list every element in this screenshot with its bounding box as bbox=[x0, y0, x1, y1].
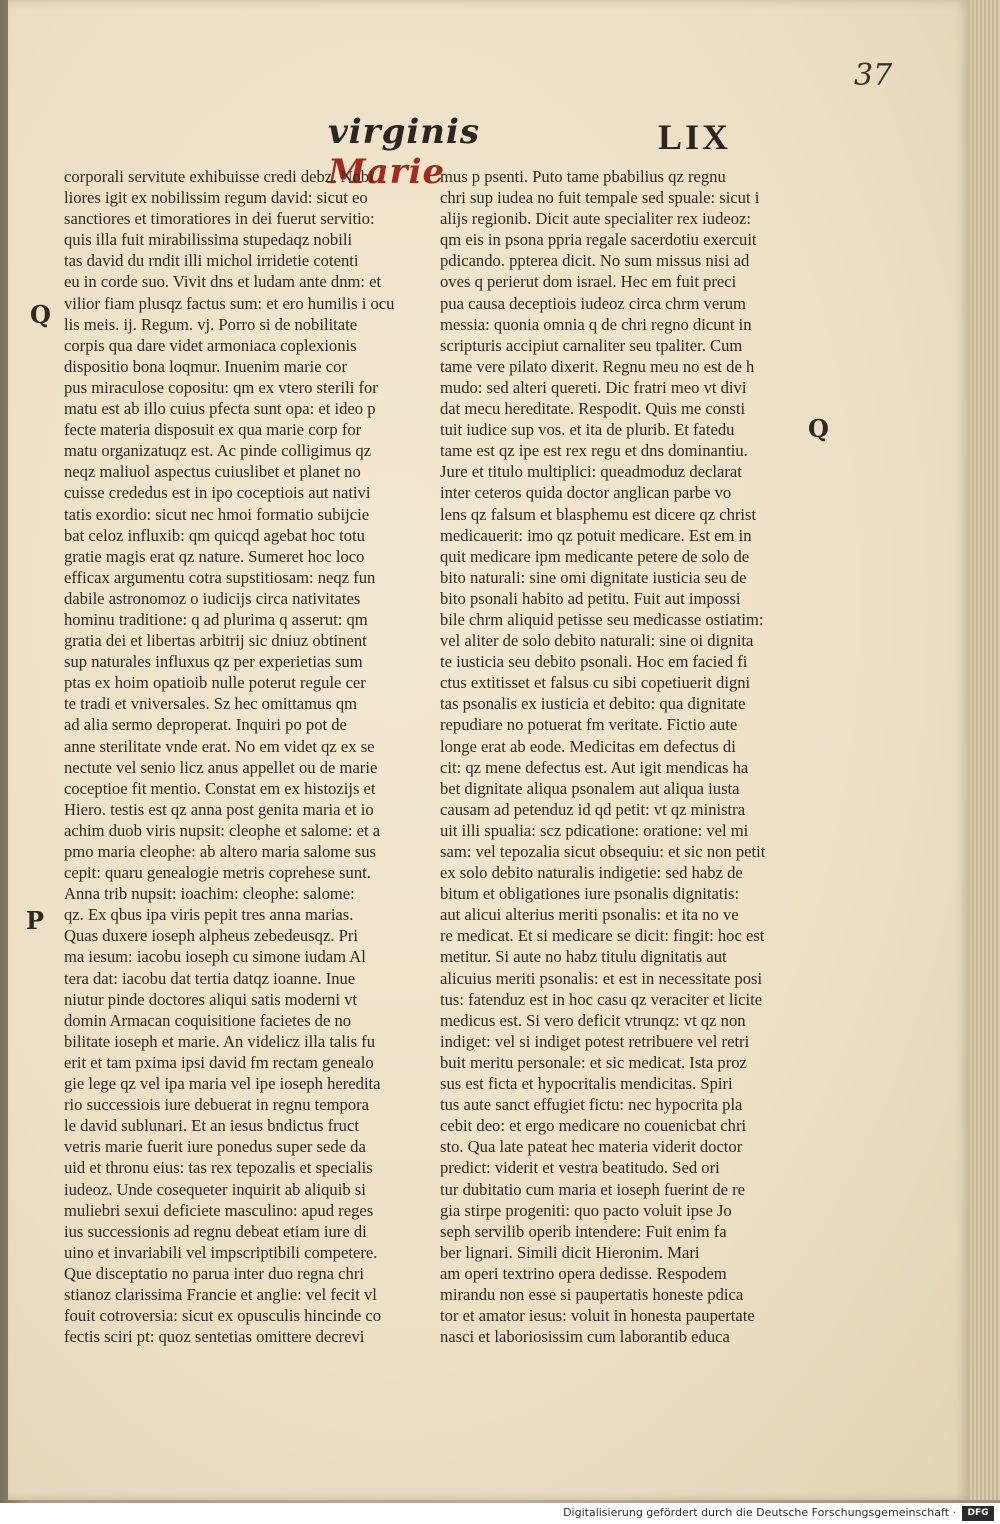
text-line: eu in corde suo. Vivit dns et ludam ante dnm: et bbox=[64, 272, 382, 292]
text-line: sto. Qua late pateat hec materia viderit doctor bbox=[440, 1137, 743, 1157]
text-line: efficax argumentu cotra supstitiosam: neqz fun bbox=[64, 567, 376, 587]
text-line: tuit iudice sup vos. et ita de plurib. Et fatedu bbox=[440, 420, 735, 440]
text-line: chri sup iudea no fuit tempale sed spuale: sicut i bbox=[440, 188, 760, 208]
text-line: tame vere pilato dixerit. Regnu meu no est de h bbox=[440, 356, 755, 376]
text-line: tera dat: iacobu dat tertia datqz ioanne. Inue bbox=[64, 968, 356, 988]
text-line: tus: fatenduz est in hoc casu qz veraciter et licite bbox=[440, 989, 763, 1009]
text-line: neqz maliuol aspectus cuiuslibet et planet no bbox=[64, 462, 361, 482]
text-line: tas psonalis ex iusticia et debito: qua dignitate bbox=[440, 694, 746, 714]
text-line: liores igit ex nobilissim regum david: sicut eo bbox=[64, 188, 368, 208]
text-line: pdicando. ppterea dicit. No sum missus nisi ad bbox=[440, 251, 750, 271]
text-line: ad alia sermo deproperat. Inquiri po pot de bbox=[64, 715, 347, 735]
text-line: sup naturales influxus qz per experietias sum bbox=[64, 652, 363, 672]
text-line: Hiero. testis est qz anna post genita maria et io bbox=[64, 799, 374, 819]
text-line: alicuius meriti psonalis: et est in necessitate posi bbox=[440, 968, 763, 988]
text-line: gratie magis erat qz nature. Sumeret hoc loco bbox=[64, 546, 365, 566]
text-line: repudiare no potuerat fm veritate. Fictio aute bbox=[440, 715, 738, 735]
text-line: bat celoz influxib: qm quicqd agebat hoc totu bbox=[64, 525, 365, 545]
text-line: ma iesum: iacobu ioseph cu simone iudam Al bbox=[64, 947, 366, 967]
text-line: corpis qua dare videt armoniaca coplexionis bbox=[64, 335, 357, 355]
text-line: seph servilib operib intendere: Fuit enim fa bbox=[440, 1221, 727, 1241]
text-line: achim duob viris nupsit: cleophe et salome: et a bbox=[64, 820, 381, 840]
text-line: vetris marie fuerit iure ponedus super sede da bbox=[64, 1137, 366, 1157]
text-line: hominu traditione: q ad plurima q asserut: qm bbox=[64, 609, 368, 629]
text-line: longe erat ab eode. Medicitas em defectus di bbox=[440, 736, 736, 756]
text-line: stianoz clarissima Francie et anglie: vel fecit vl bbox=[64, 1284, 377, 1304]
text-line: pmo maria cleophe: ab altero maria salome sus bbox=[64, 842, 376, 861]
text-line: inter ceteros quida doctor anglican parbe vo bbox=[440, 483, 732, 503]
marginal-letter-p-left: P bbox=[26, 906, 45, 935]
text-line: tame est qz ipe est rex regu et dns dominantiu. bbox=[440, 441, 748, 461]
text-line: am operi textrino opera dedisse. Respodem bbox=[440, 1263, 727, 1283]
text-line: uit illi spualia: scz pdicatione: oratione: vel mi bbox=[440, 820, 749, 840]
text-line: niutur pinde doctores aliqui satis moderni vt bbox=[64, 989, 358, 1009]
text-line: qz. Ex qbus ipa viris pepit tres anna marias. bbox=[64, 905, 354, 925]
running-head-word2: Marie bbox=[328, 152, 446, 192]
text-line: fectis sciri pt: quoz sentetias omittere decrevi bbox=[64, 1327, 365, 1347]
text-line: ius successionis ad regnu debeat etiam iure di bbox=[64, 1221, 367, 1241]
text-line: Anna trib nupsit: ioachim: cleophe: salome: bbox=[64, 884, 355, 904]
text-line: fouit cotroversia: sicut ex opusculis hincinde co bbox=[64, 1306, 382, 1326]
text-line: cit: qz mene defectus est. Aut igit mendicas ha bbox=[440, 757, 749, 777]
page-edge bbox=[970, 0, 1000, 1500]
book-page bbox=[8, 0, 970, 1500]
text-line: vel aliter de solo debito naturali: sine oi dignita bbox=[440, 631, 754, 651]
text-line: gie lege qz vel ipa maria vel ipe ioseph heredita bbox=[64, 1074, 381, 1094]
text-line: ctus extitisset et falsus cu sibi copetiuerit digni bbox=[440, 673, 751, 693]
text-line: ber lignari. Simili dicit Hieronim. Mari bbox=[440, 1242, 700, 1262]
text-line: dabile astronomoz o iudicijs circa nativitates bbox=[64, 588, 361, 608]
dfg-logo: DFG bbox=[962, 1506, 994, 1521]
text-line: dispositio bona loqmur. Inuenim marie cor bbox=[64, 356, 347, 376]
running-head bbox=[328, 112, 578, 192]
text-line: pus miraculose copositu: qm ex vtero sterili for bbox=[64, 377, 378, 397]
text-line: pua causa deceptiois iudeoz circa chrm verum bbox=[440, 293, 746, 313]
text-line: matu est ab illo cuius pfecta sunt opa: et ideo p bbox=[64, 399, 376, 419]
text-line: ex solo debito naturalis indigetie: sed habz de bbox=[440, 863, 743, 883]
text-line: messia: quonia omnia q de chri regno dicunt in bbox=[440, 314, 752, 334]
digitization-footer bbox=[0, 1503, 1000, 1524]
text-line: corporali servitute exhibuisse credi debz. Nobi bbox=[64, 167, 374, 186]
text-line: tatis exordio: sicut nec hmoi formatio subijcie bbox=[64, 504, 370, 524]
text-line: ptas ex hoim opatioib nulle poterut regule cer bbox=[64, 673, 366, 693]
text-line: anne sterilitate vnde erat. No em videt qz ex se bbox=[64, 736, 375, 756]
text-line: erit et tam pxima ipsi david fm rectam genealo bbox=[64, 1052, 374, 1072]
text-line: cuisse crededus est in ipo coceptiois aut nativi bbox=[64, 483, 371, 503]
text-line: tas david du rndit illi michol irridetie cotenti bbox=[64, 251, 359, 271]
text-line: bito naturali: sine omi dignitate iusticia seu de bbox=[440, 567, 747, 587]
text-line: rio successiois iure debuerat in regnu tempora bbox=[64, 1095, 370, 1115]
folio-number: 37 bbox=[854, 58, 893, 93]
text-line: nasci et laboriosissim cum laborantib educa bbox=[440, 1327, 730, 1347]
text-line: tur dubitatio cum maria et ioseph fuerint de re bbox=[440, 1179, 746, 1199]
text-line: Jure et titulo multiplici: queadmoduz declarat bbox=[440, 462, 742, 482]
footer-credit: Digitalisierung gefördert durch die Deutsche Forschungsgemeinschaft · bbox=[563, 1506, 956, 1519]
text-line: medicus est. Si vero deficit vtrunqz: vt qz non bbox=[440, 1010, 746, 1030]
text-line: oves q perierut dom israel. Hec em fuit preci bbox=[440, 272, 737, 292]
text-line: nectute vel senio licz anus appellet ou de marie bbox=[64, 757, 378, 777]
text-line: uino et invariabili vel impscriptibili competere. bbox=[64, 1242, 378, 1262]
text-line: re medicat. Et si medicare se dicit: fingit: hoc est bbox=[440, 926, 765, 946]
right-text-column bbox=[440, 166, 788, 1347]
text-line: lis meis. ij. Regum. vj. Porro si de nobilitate bbox=[64, 314, 358, 334]
text-line: domin Armacan coquisitione facietes de no bbox=[64, 1010, 352, 1030]
text-line: scripturis accipiut carnaliter seu tpaliter. Cum bbox=[440, 335, 743, 355]
text-line: muliebri sexui deficiete masculino: apud reges bbox=[64, 1200, 374, 1220]
text-line: qm eis in psona ppria regale sacerdotiu exercuit bbox=[440, 230, 757, 250]
text-line: iudeoz. Unde cosequeter inquirit ab aliquib si bbox=[64, 1179, 366, 1199]
running-head-word1: virginis bbox=[328, 112, 481, 152]
marginal-letter-q-left: Q bbox=[30, 300, 51, 329]
text-line: causam ad petenduz id qd petit: vt qz ministra bbox=[440, 799, 746, 819]
text-line: quis illa fuit mirabilissima stupedaqz nobili bbox=[64, 230, 353, 250]
text-line: Que disceptatio no parua inter duo regna chri bbox=[64, 1263, 364, 1283]
text-line: matu organizatuqz est. Ac pinde colligimus qz bbox=[64, 441, 372, 461]
text-line: te tradi et vniversales. Sz hec omittamus qm bbox=[64, 694, 358, 714]
text-line: bet dignitate aliqua psonalem aut aliqua iusta bbox=[440, 778, 740, 798]
text-line: fecte materia disposuit ex qua marie corp for bbox=[64, 420, 362, 440]
text-line: te iusticia seu debito psonali. Hoc em facied fi bbox=[440, 652, 748, 672]
leaf-numeral: LIX bbox=[658, 117, 732, 157]
text-line: tor et amator iesus: voluit in honesta paupertate bbox=[440, 1306, 755, 1326]
text-line: lens qz falsum et blasphemu est dicere qz christ bbox=[440, 504, 757, 524]
text-line: Quas duxere ioseph alpheus zebedeusqz. Pri bbox=[64, 926, 358, 946]
text-line: medicauerit: imo qz potuit medicare. Est em in bbox=[440, 525, 752, 545]
text-line: bito psonali habito ad petitu. Fuit aut impossi bbox=[440, 588, 741, 608]
text-line: tus aute sanct effugiet fictu: nec hypocrita pla bbox=[440, 1095, 743, 1115]
text-line: mirandu non esse si paupertatis honeste pdica bbox=[440, 1284, 744, 1304]
text-line: metitur. Si aute no habz titulu dignitatis aut bbox=[440, 947, 727, 967]
text-line: sanctiores et timoratiores in dei fuerut servitio: bbox=[64, 209, 375, 229]
text-line: coceptioe fit mentio. Constat em ex histozijs et bbox=[64, 778, 376, 798]
text-line: gratia dei et libertas arbitrij sic dniuz obtinent bbox=[64, 631, 367, 651]
text-line: cepit: quaru genealogie metris coprehese sunt. bbox=[64, 863, 371, 883]
text-line: alijs regionib. Dicit aute specialiter rex iudeoz: bbox=[440, 209, 752, 229]
text-line: predict: viderit et vestra beatitudo. Sed ori bbox=[440, 1158, 720, 1178]
text-line: vilior fiam plusqz factus sum: et ero humilis i ocu bbox=[64, 293, 395, 313]
text-line: aut alicui alterius meriti psonalis: et ita no ve bbox=[440, 905, 739, 925]
text-line: bitum et obligationes iure psonalis dignitatis: bbox=[440, 884, 740, 904]
text-line: bile chrm aliquid petisse seu medicasse ostiatim: bbox=[440, 609, 764, 629]
text-line: cebit deo: et ergo medicare no couenicbat chri bbox=[440, 1116, 747, 1136]
text-line: quit medicare ipm medicante petere de solo de bbox=[440, 546, 750, 566]
text-line: bilitate ioseph et marie. An videlicz illa talis fu bbox=[64, 1031, 376, 1051]
text-line: mus p psenti. Puto tame pbabilius qz regnu bbox=[440, 167, 726, 186]
text-line: mudo: sed alteri quereti. Dic fratri meo vt divi bbox=[440, 377, 747, 397]
text-line: gia stirpe progeniti: quo pacto voluit ipse Jo bbox=[440, 1200, 732, 1220]
text-line: uid et thronu eius: tas rex tepozalis et specialis bbox=[64, 1158, 373, 1178]
text-line: buit meritu personale: et sic medicat. Ista proz bbox=[440, 1052, 747, 1072]
text-line: dat mecu hereditate. Respodit. Quis me consti bbox=[440, 399, 746, 419]
text-line: le david sublunari. Et an iesus bndictus fruct bbox=[64, 1116, 359, 1136]
marginal-letter-q-right: Q bbox=[808, 414, 829, 443]
text-line: sam: vel tepozalia sicut obsequiu: et sic non petit bbox=[440, 842, 766, 861]
text-line: indiget: vel si indiget potest retribuere vel retri bbox=[440, 1031, 750, 1051]
text-line: sus est ficta et hypocritalis mendicitas. Spiri bbox=[440, 1074, 733, 1094]
left-text-column bbox=[64, 166, 412, 1347]
